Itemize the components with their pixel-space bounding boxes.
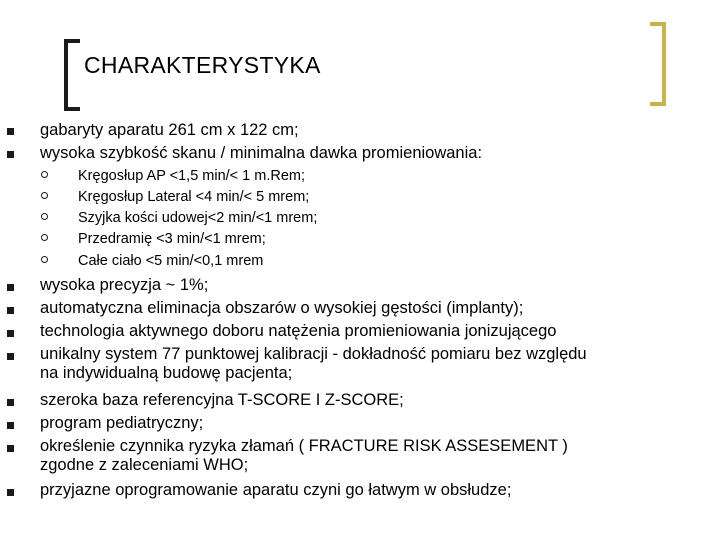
square-bullet-icon — [7, 399, 14, 406]
circle-bullet-icon — [41, 192, 48, 199]
title-bracket-left — [64, 39, 80, 111]
list-item: unikalny system 77 punktowej kalibracji - dokładność pomiaru bez względu — [40, 345, 587, 363]
list-item: określenie czynnika ryzyka złamań ( FRACTURE RISK ASSESEMENT ) — [40, 437, 568, 455]
square-bullet-icon — [7, 284, 14, 291]
list-item: automatyczna eliminacja obszarów o wysokiej gęstości (implanty); — [40, 299, 524, 317]
list-item: gabaryty aparatu 261 cm x 122 cm; — [40, 121, 299, 139]
list-item: przyjazne oprogramowanie aparatu czyni go łatwym w obsłudze; — [40, 481, 512, 499]
circle-bullet-icon — [41, 171, 48, 178]
list-item: wysoka precyzja ~ 1%; — [40, 276, 209, 294]
list-item: wysoka szybkość skanu / minimalna dawka promieniowania: — [40, 144, 483, 162]
square-bullet-icon — [7, 307, 14, 314]
list-item: szeroka baza referencyjna T-SCORE I Z-SCORE; — [40, 391, 404, 409]
list-item-continuation: na indywidualną budowę pacjenta; — [40, 364, 293, 382]
circle-bullet-icon — [41, 213, 48, 220]
square-bullet-icon — [7, 422, 14, 429]
circle-bullet-icon — [41, 234, 48, 241]
circle-bullet-icon — [41, 256, 48, 263]
square-bullet-icon — [7, 128, 14, 135]
square-bullet-icon — [7, 489, 14, 496]
list-item: program pediatryczny; — [40, 414, 204, 432]
list-item: technologia aktywnego doboru natężenia promieniowania jonizującego — [40, 322, 557, 340]
sub-list-item: Całe ciało <5 min/<0,1 mrem — [78, 253, 264, 269]
sub-list-item: Kręgosłup Lateral <4 min/< 5 mrem; — [78, 189, 310, 205]
title-bracket-right — [650, 22, 666, 106]
sub-list-item: Kręgosłup AP <1,5 min/< 1 m.Rem; — [78, 168, 306, 184]
square-bullet-icon — [7, 330, 14, 337]
list-item-continuation: zgodne z zaleceniami WHO; — [40, 456, 249, 474]
square-bullet-icon — [7, 445, 14, 452]
page-title: CHARAKTERYSTYKA — [84, 52, 321, 78]
sub-list-item: Przedramię <3 min/<1 mrem; — [78, 231, 266, 247]
sub-list-item: Szyjka kości udowej<2 min/<1 mrem; — [78, 210, 318, 226]
square-bullet-icon — [7, 353, 14, 360]
square-bullet-icon — [7, 151, 14, 158]
